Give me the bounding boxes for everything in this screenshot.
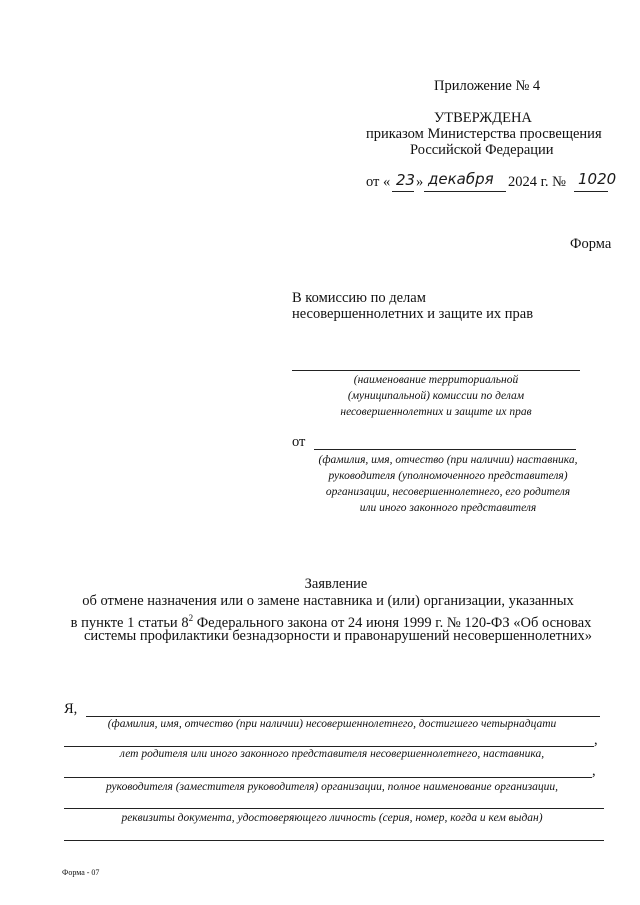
statement-line-2b: Федерального закона от 24 июня 1999 г. № 120-ФЗ «Об основах — [193, 614, 592, 631]
date-prefix: от « — [366, 174, 391, 190]
footer-form-code: Форма - 07 — [62, 868, 100, 877]
recipient-hint-1: (наименование территориальной — [353, 374, 519, 386]
recipient-line-1: В комиссию по делам — [292, 290, 426, 306]
recipient-hint-3: несовершеннолетних и защите их прав — [340, 406, 532, 418]
statement-line-1: об отмене назначения или о замене наставника и (или) организации, указанных — [82, 593, 574, 609]
from-field-line[interactable] — [314, 449, 576, 450]
body-hint-1: (фамилия, имя, отчество (при наличии) несовершеннолетнего, достигшего четырнадцати — [107, 718, 557, 730]
recipient-hint-2: (муниципальной) комиссии по делам — [347, 390, 525, 402]
from-hint-2: руководителя (уполномоченного представителя) — [328, 470, 568, 482]
statement-title: Заявление — [304, 576, 368, 592]
date-day-handwritten: 23 — [396, 171, 416, 189]
order-number-handwritten: 1020 — [578, 170, 617, 188]
recipient-field-line[interactable] — [292, 370, 580, 371]
appendix-label: Приложение № 4 — [434, 78, 541, 94]
field-line-5[interactable] — [64, 840, 604, 841]
statement-superscript: 2 — [188, 613, 194, 623]
from-hint-3: организации, несовершеннолетнего, его родителя — [325, 486, 571, 498]
date-mid: » — [416, 174, 424, 190]
recipient-line-2: несовершеннолетних и защите их прав — [292, 306, 534, 322]
body-hint-4: реквизиты документа, удостоверяющего личность (серия, номер, когда и кем выдан) — [121, 812, 543, 824]
form-label: Форма — [570, 236, 612, 252]
date-year: 2024 г. № — [508, 174, 567, 190]
from-label: от — [292, 434, 306, 450]
from-hint-4: или иного законного представителя — [359, 502, 537, 514]
order-date-line — [366, 170, 617, 204]
field-line-3[interactable] — [64, 777, 592, 778]
field-line-4[interactable] — [64, 808, 604, 809]
ya-label: Я, — [64, 701, 78, 717]
statement-line-2a: в пункте 1 статьи 8 — [70, 614, 189, 631]
comma-1: , — [594, 732, 598, 748]
comma-2: , — [592, 763, 596, 779]
order-line-2: Российской Федерации — [410, 142, 554, 158]
approved-label: УТВЕРЖДЕНА — [434, 110, 532, 126]
statement-line-3: системы профилактики безнадзорности и правонарушений несовершеннолетних» — [83, 628, 593, 644]
body-hint-3: руководителя (заместителя руководителя) организации, полное наименование организации, — [105, 781, 559, 793]
date-month-handwritten: декабря — [428, 170, 494, 188]
body-hint-2: лет родителя или иного законного представителя несовершеннолетнего, наставника, — [119, 748, 545, 760]
from-hint-1: (фамилия, имя, отчество (при наличии) наставника, — [318, 454, 578, 466]
order-line-1: приказом Министерства просвещения — [366, 126, 602, 142]
